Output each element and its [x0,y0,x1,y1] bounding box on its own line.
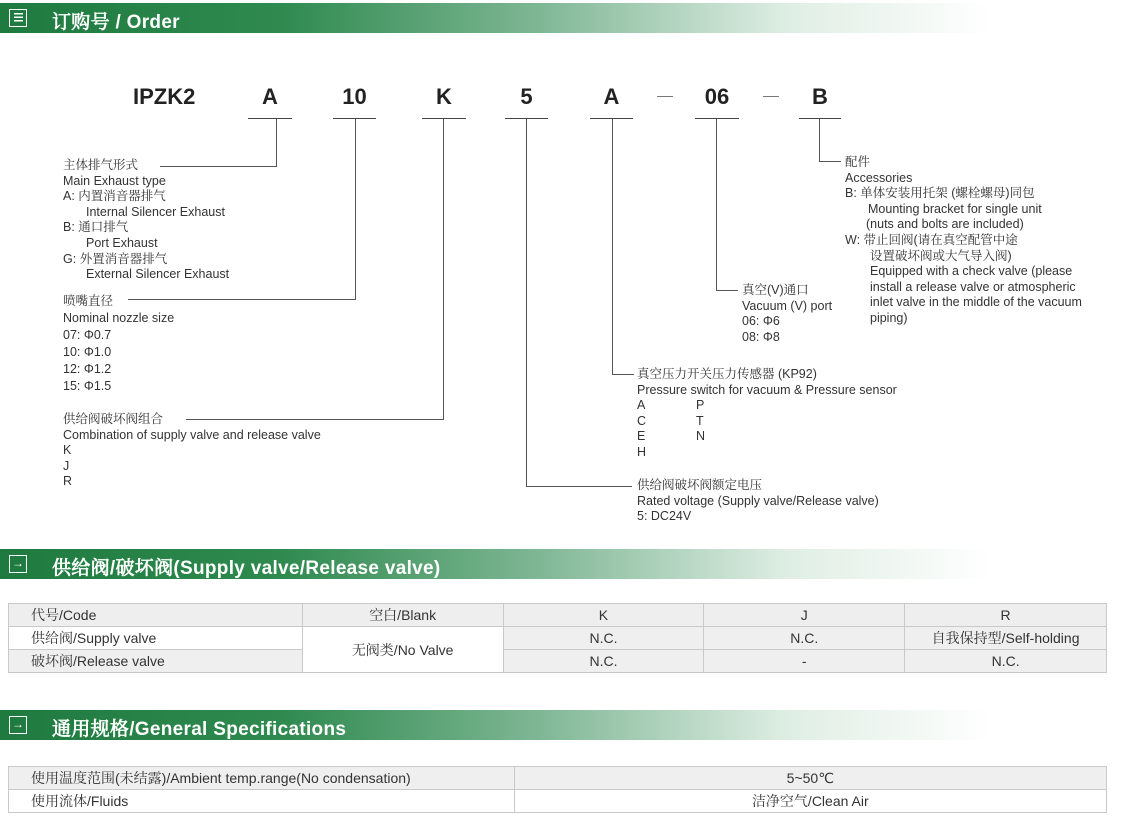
table-row [9,627,1107,650]
code-exhaust: A [262,84,278,109]
general-section-header [0,710,1127,740]
list-item: 08: Φ8 [742,329,780,344]
list-item: K [63,443,72,458]
table-row [9,767,1107,790]
connector-line [612,119,613,375]
order-section-title: 订购号 / Order [52,12,180,33]
table-cell: 洁净空气/Clean Air [514,790,1106,813]
list-item: W: 带止回阀(请在真空配管中途 [845,232,1018,247]
table-cell: J [704,604,905,627]
list-item: B: 单体安装用托架 (螺栓螺母)同包 [845,186,1035,201]
list-item: 06: Φ6 [742,314,780,329]
nozzle-title-cn: 喷嘴直径 [63,294,114,308]
list-item: H [637,444,647,459]
connector-line [819,161,841,162]
arrow-right-box-icon: → [9,555,27,573]
list-item: E [637,429,646,444]
underline [695,118,739,119]
list-item: Mounting bracket for single unit [868,201,1042,216]
connector-line [443,119,444,420]
connector-line [612,374,634,375]
voltage-title-en: Rated voltage (Supply valve/Release valve) [637,493,879,508]
sensor-title-cn: 真空压力开关压力传感器 (KP92) [637,367,817,381]
underline [422,118,466,119]
order-section-header [0,3,1127,33]
code-separator [657,96,673,97]
sensor-description [637,367,897,458]
code-prefix: IPZK2 [133,84,196,109]
list-item: 5: DC24V [637,509,692,524]
general-section-title: 通用规格/General Specifications [52,719,347,740]
accessory-title-cn: 配件 [845,155,871,169]
code-port: 06 [704,84,730,109]
port-title-en: Vacuum (V) port [742,298,833,313]
connector-line [716,119,717,291]
supply-section-header [0,549,1127,579]
exhaust-description [63,158,229,283]
code-separator [763,96,779,97]
list-item: (nuts and bolts are included) [866,217,1024,232]
list-item: 10: Φ1.0 [63,345,112,359]
table-cell: 无阀类/No Valve [302,627,503,673]
table-cell: N.C. [704,627,905,650]
list-item: install a release valve or atmospheric [870,279,1076,294]
voltage-description [637,478,879,525]
connector-line [355,119,356,300]
list-item: 15: Φ1.5 [63,379,112,393]
underline [799,118,841,119]
sensor-title-en: Pressure switch for vacuum & Pressure sensor [637,382,897,397]
table-cell: 自我保持型/Self-holding [905,627,1107,650]
supply-section-title: 供给阀/破坏阀(Supply valve/Release valve) [52,558,441,579]
connector-line [526,486,632,487]
list-item: B: 通口排气 [63,220,129,235]
list-item: A [637,398,646,413]
combination-title-en: Combination of supply valve and release valve [63,427,321,442]
list-item: N [696,429,706,444]
table-cell: N.C. [905,650,1107,673]
table-cell: 空白/Blank [302,604,503,627]
code-nozzle: 10 [342,84,367,109]
accessory-title-en: Accessories [845,170,913,185]
list-item: piping) [870,310,908,325]
connector-line [819,119,820,162]
port-description [742,283,832,345]
list-item: T [696,413,704,428]
voltage-title-cn: 供给阀破坏阀额定电压 [637,478,763,492]
table-row [9,790,1107,813]
exhaust-title-cn: 主体排气形式 [63,158,139,172]
table-cell: - [704,650,905,673]
list-item: Port Exhaust [86,235,158,250]
combination-title-cn: 供给阀破坏阀组合 [63,412,164,426]
table-cell: 使用流体/Fluids [9,790,515,813]
connector-line [526,119,527,487]
list-item: 设置破坏阀或大气导入阀) [870,248,1012,263]
table-row [9,650,1107,673]
connector-line [276,119,277,167]
list-item: 07: Φ0.7 [63,328,112,342]
nozzle-title-en: Nominal nozzle size [63,311,175,325]
list-item: Equipped with a check valve (please [870,264,1073,279]
list-item: R [63,474,73,489]
table-cell: 5~50℃ [514,767,1106,790]
exhaust-title-en: Main Exhaust type [63,173,166,188]
general-spec-table [8,766,1107,813]
table-row [9,604,1107,627]
combination-description [63,412,321,490]
table-cell: N.C. [503,650,704,673]
list-item: P [696,398,705,413]
code-sensor: A [603,84,620,109]
arrow-right-box-icon: → [9,716,27,734]
list-item: 12: Φ1.2 [63,362,112,376]
supply-valve-table [8,603,1107,673]
port-title-cn: 真空(V)通口 [742,283,809,297]
list-item: A: 内置消音器排气 [63,189,166,204]
table-cell: N.C. [503,627,704,650]
nozzle-description [63,293,174,395]
table-cell: 使用温度范围(未结露)/Ambient temp.range(No condensation) [9,767,515,790]
list-item: External Silencer Exhaust [86,267,230,282]
connector-line [716,290,738,291]
list-item: J [63,458,70,473]
code-combination: K [436,84,452,109]
list-item: C [637,413,647,428]
list-item: G: 外置消音器排气 [63,251,168,266]
table-cell: 代号/Code [9,604,303,627]
accessory-description [845,155,1082,327]
table-icon [9,9,27,27]
table-cell: 供给阀/Supply valve [9,627,303,650]
code-accessory: B [812,84,828,109]
list-item: inlet valve in the middle of the vacuum [870,295,1082,310]
list-item: Internal Silencer Exhaust [86,204,225,219]
table-cell: R [905,604,1107,627]
table-cell: K [503,604,704,627]
table-cell: 破坏阀/Release valve [9,650,303,673]
code-voltage: 5 [520,84,533,109]
underline [248,118,292,119]
